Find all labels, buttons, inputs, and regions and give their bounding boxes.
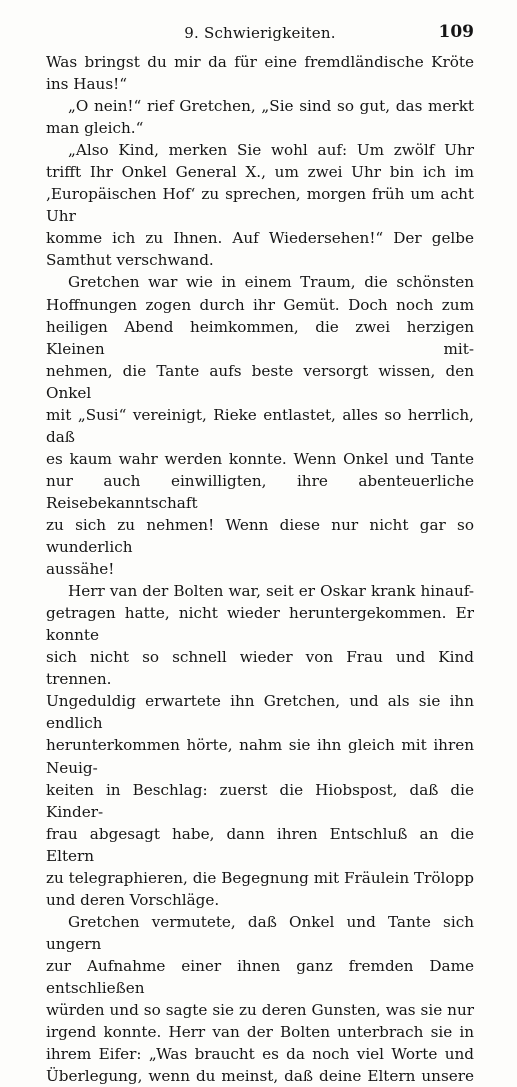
- text-line: aussähe!: [46, 560, 115, 579]
- text-line: Gretchen war wie in einem Traum, die schönsten: [68, 273, 474, 292]
- text-line: getragen hatte, nicht wieder heruntergekommen. Er konnte: [46, 604, 474, 645]
- text-line: keiten in Beschlag: zuerst die Hiobspost, daß die Kinder-: [46, 780, 474, 821]
- page-header: [46, 14, 474, 44]
- text-line: mit „Susi“ vereinigt, Rieke entlastet, alles so herrlich, daß: [46, 405, 474, 446]
- body-text: [46, 51, 474, 1087]
- text-line: Überlegung, wenn du meinst, daß deine Eltern unsere: [46, 1067, 474, 1086]
- text-line: Was bringst du mir da für eine fremdländische Kröte: [46, 53, 474, 71]
- text-line: Gretchen vermutete, daß Onkel und Tante sich ungern: [46, 912, 474, 953]
- text-line: zu telegraphieren, die Begegnung mit Fräulein Trölopp: [46, 868, 474, 887]
- text-line: Herr van der Bolten war, seit er Oskar krank hinauf-: [68, 582, 474, 601]
- text-line: herunterkommen hörte, nahm sie ihn gleich mit ihren Neuig-: [46, 736, 474, 777]
- text-line: Ungeduldig erwartete ihn Gretchen, und als sie ihn endlich: [46, 692, 474, 733]
- running-title: 9. Schwierigkeiten.: [184, 24, 336, 42]
- text-line: Samthut verschwand.: [46, 251, 214, 270]
- text-line: Hoffnungen zogen durch ihr Gemüt. Doch noch zum: [46, 295, 474, 314]
- text-line: heiligen Abend heimkommen, die zwei herzigen Kleinen mit-: [46, 317, 474, 358]
- text-line: sich nicht so schnell wieder von Frau und Kind trennen.: [46, 648, 474, 689]
- text-line: würden und so sagte sie zu deren Gunsten, was sie nur: [46, 1001, 474, 1020]
- text-line: man gleich.“: [46, 119, 144, 138]
- text-line: trifft Ihr Onkel General X., um zwei Uhr bin ich im: [46, 163, 474, 182]
- text-line: irgend konnte. Herr van der Bolten unterbrach sie in: [46, 1023, 474, 1042]
- text-line: frau abgesagt habe, dann ihren Entschluß an die Eltern: [46, 824, 474, 865]
- text-line: komme ich zu Ihnen. Auf Wiedersehen!“ Der gelbe: [46, 229, 474, 248]
- text-line: es kaum wahr werden konnte. Wenn Onkel und Tante: [46, 449, 474, 468]
- text-line: ‚Europäischen Hof‘ zu sprechen, morgen früh um acht Uhr: [46, 185, 474, 226]
- text-line: „O nein!“ rief Gretchen, „Sie sind so gut, das merkt: [68, 97, 474, 116]
- text-line: und deren Vorschläge.: [46, 890, 220, 909]
- text-line: zu sich zu nehmen! Wenn diese nur nicht gar so wunderlich: [46, 515, 474, 557]
- text-line: ihrem Eifer: „Was braucht es da noch viel Worte und: [46, 1045, 474, 1064]
- text-line: „Also Kind, merken Sie wohl auf: Um zwölf Uhr: [68, 141, 474, 160]
- text-line: nehmen, die Tante aufs beste versorgt wissen, den Onkel: [46, 361, 474, 402]
- book-page: [46, 14, 474, 1087]
- text-line: zur Aufnahme einer ihnen ganz fremden Dame entschließen: [46, 956, 474, 997]
- text-line: nur auch einwilligten, ihre abenteuerliche Reisebekanntschaft: [46, 471, 474, 512]
- text-line: ins Haus!“: [46, 75, 128, 94]
- page-number: 109: [438, 22, 474, 42]
